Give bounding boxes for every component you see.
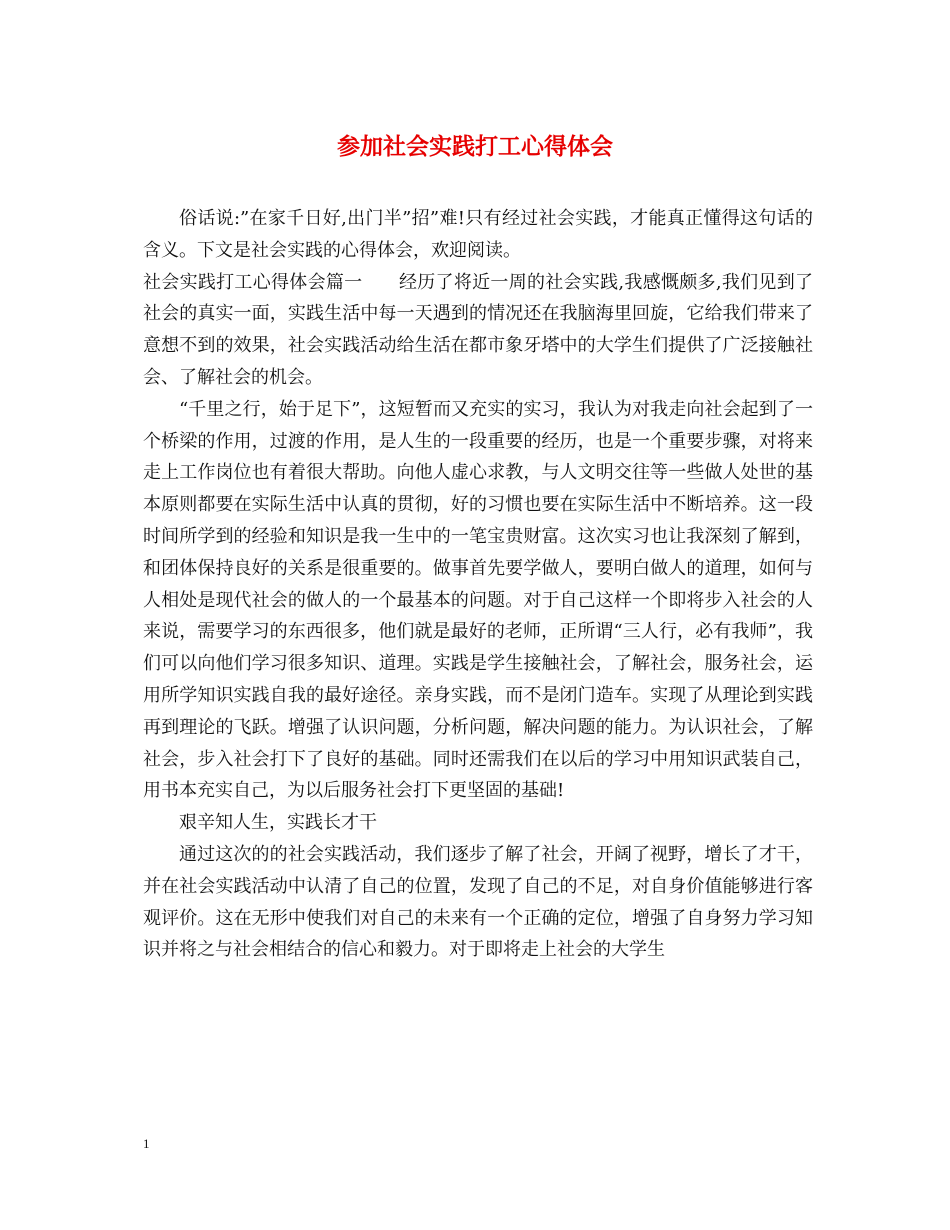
paragraph-journey: “千里之行，始于足下”，这短暂而又充实的实习，我认为对我走向社会起到了一个桥梁的作用，过渡的作用，是人生的一段重要的经历，也是一个重要步骤，对将来走上工作岗位也有着很大帮助。向他人虚心求教，与人文明交往等一些做人处世的基本原则都要在实际生活中认真的贯彻，好的习惯也要在实际生活中不断培养。这一段时间所学到的经验和知识是我一生中的一笔宝贵财富。这次实习也让我深刻了解到，和团体保持良好的关系是很重要的。做事首先要学做人，要明白做人的道理，如何与人相处是现代社会的做人的一个最基本的问题。对于自己这样一个即将步入社会的人来说，需要学习的东西很多，他们就是最好的老师，正所谓“三人行，必有我师”，我们可以向他们学习很多知识、道理。实践是学生接触社会，了解社会，服务社会，运用所学知识实践自我的最好途径。亲身实践，而不是闭门造车。实现了从理论到实践再到理论的飞跃。增强了认识问题，分析问题，解决问题的能力。为认识社会，了解社会，步入社会打下了良好的基础。同时还需我们在以后的学习中用知识武装自己，用书本充实自己，为以后服务社会打下更坚固的基础! <box>143 398 813 802</box>
paragraph-intro: 俗话说:”在家千日好,出门半”招”难!只有经过社会实践，才能真正懂得这句话的含义。下文是社会实践的心得体会，欢迎阅读。 <box>143 208 813 261</box>
paragraph-practice: 通过这次的的社会实践活动，我们逐步了解了社会，开阔了视野，增长了才干，并在社会实践活动中认清了自己的位置，发现了自己的不足，对自身价值能够进行客观评价。这在无形中使我们对自己的未来有一个正确的定位，增强了自身努力学习知识并将之与社会相结合的信心和毅力。对于即将走上社会的大学生 <box>143 843 813 961</box>
document-title: 参加社会实践打工心得体会 <box>337 134 613 160</box>
paragraph-subheading: 艰辛知人生，实践长才干 <box>179 812 377 834</box>
document-body <box>143 203 813 966</box>
paragraph-section-one: 社会实践打工心得体会篇一 经历了将近一周的社会实践,我感慨颇多,我们见到了社会的真实一面，实践生活中每一天遇到的情况还在我脑海里回旋，它给我们带来了意想不到的效果，社会实践活动给生活在都市象牙塔中的大学生们提供了广泛接触社会、了解社会的机会。 <box>143 271 813 388</box>
page-number: 1 <box>143 1136 150 1151</box>
